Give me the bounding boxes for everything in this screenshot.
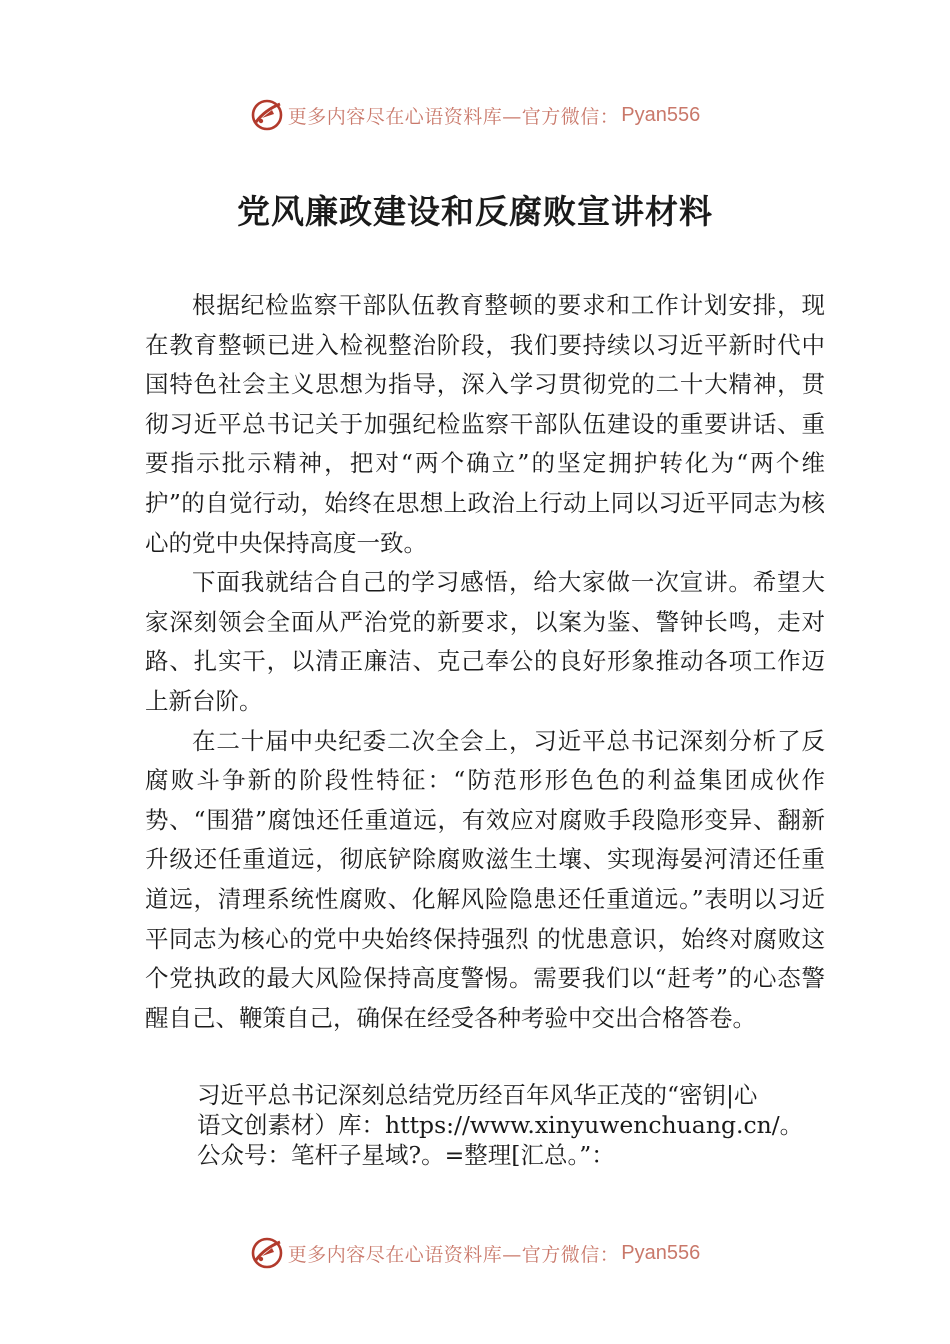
paragraph: 在二十届中央纪委二次全会上，习近平总书记深刻分析了反腐败斗争新的阶段性特征：“防范形形色色的利益集团成伙作势、“围猎”腐蚀还任重道远，有效应对腐败手段隐形变异、翻新升级还任重道远，彻底铲除腐败滋生土壤、实现海晏河清还任重道远，清理系统性腐败、化解风险隐患还任重道远。”表明以习近平同志为核心的党中央始终保持强烈 的忧患意识，始终对腐败这个党执政的最大风险保持高度警惕。需要我们以“赶考”的心态警醒自己、鞭策自己，确保在经受各种考验中交出合格答卷。 (145, 726, 825, 1032)
header-wechat-id: Pyan556 (621, 103, 701, 126)
footer-banner-text: 更多内容尽在心语资料库—官方微信： (287, 1243, 620, 1266)
paragraph: 根据纪检监察干部队伍教育整顿的要求和工作计划安排，现在教育整顿已进入检视整治阶段，我们要持续以习近平新时代中国特色社会主义思想为指导，深入学习贯彻党的二十大精神，贯彻习近平总书记关于加强纪检监察干部队伍建设的重要讲话、重要指示批示精神，把对“两个确立”的坚定拥护转化为“两个维护”的自觉行动，始终在思想上政治上行动上同以习近平同志为核心的党中央保持高度一致。 (145, 291, 825, 557)
trailer-line: 语文创素材）库：https://www.xinyuwenchuang.cn/。 (197, 1111, 804, 1139)
footer-wechat-id: Pyan556 (621, 1241, 701, 1264)
document-title: 党风廉政建设和反腐败宣讲材料 (237, 192, 713, 231)
footer-banner (0, 1233, 950, 1273)
pen-logo-icon (250, 1236, 284, 1270)
pen-logo-icon (250, 98, 284, 132)
trailer-line: 公众号：笔杆子星域?。=整理[汇总。”： (197, 1141, 615, 1169)
header-banner (0, 95, 950, 135)
paragraph: 下面我就结合自己的学习感悟，给大家做一次宣讲。希望大家深刻领会全面从严治党的新要求，以案为鉴、警钟长鸣，走对路、扎实干，以清正廉洁、克己奉公的良好形象推动各项工作迈上新台阶。 (145, 568, 825, 715)
document-body (145, 286, 825, 1038)
trailer-line: 习近平总书记深刻总结党历经百年风华正茂的“密钥|心 (197, 1081, 758, 1109)
header-banner-text: 更多内容尽在心语资料库—官方微信： (287, 105, 620, 128)
trailer-block (197, 1080, 827, 1170)
